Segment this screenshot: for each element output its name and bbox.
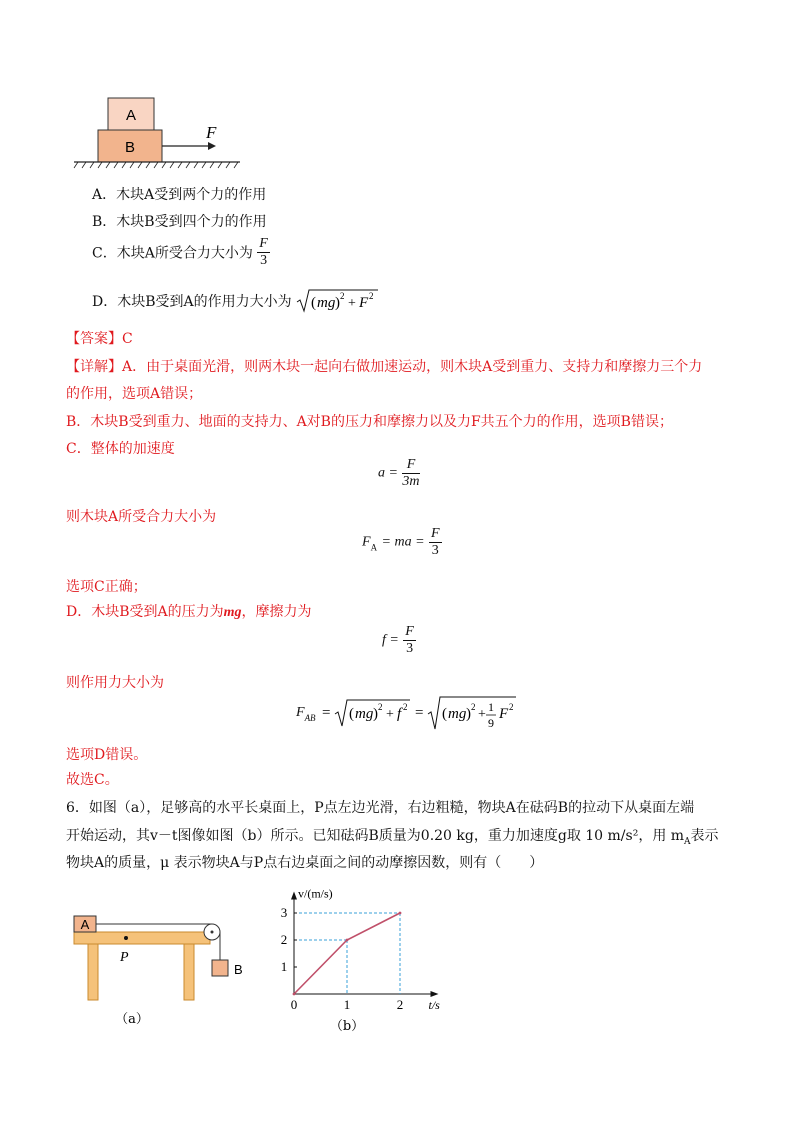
- pulley-center: [211, 931, 214, 934]
- answer-value: C: [122, 331, 133, 347]
- explanation-line-9: 选项D错误。: [66, 747, 148, 763]
- explanation-line-10: 故选C。: [66, 772, 119, 788]
- eq1-lhs: a =: [378, 465, 398, 481]
- q6-line2-text: 开始运动，其v－t图像如图（b）所示。已知砝码B质量为0.20 kg，重力加速度g取 10 m/s²，用 m: [66, 828, 685, 844]
- question6-line-2: [66, 825, 719, 847]
- weight-b: [212, 960, 228, 976]
- eq2-den: 3: [431, 543, 439, 558]
- table-top: [74, 932, 210, 944]
- explanation-line-6: 选项C正确；: [66, 579, 147, 595]
- point-p-marker: [124, 936, 128, 940]
- eq2-lhs: F: [362, 534, 371, 550]
- y-tick-label: 2: [280, 932, 288, 947]
- eq1-den: 3m: [402, 474, 420, 489]
- x-tick-label: 1: [343, 997, 351, 1012]
- svg-text:+: +: [386, 707, 394, 722]
- point-p-label: P: [120, 950, 129, 965]
- q6-line2-end: 表示: [690, 828, 719, 844]
- y-axis-label: v/(m/s): [298, 886, 333, 901]
- svg-text:2: 2: [403, 702, 408, 712]
- answer-bracket: 【答案】: [66, 331, 122, 347]
- explanation-line-4: C．整体的加速度: [66, 441, 175, 457]
- svg-text:F: F: [359, 295, 369, 311]
- eq3-num: F: [405, 624, 414, 639]
- equation-2: [362, 526, 442, 559]
- svg-text:2: 2: [340, 291, 345, 301]
- line7-suffix: ，摩擦力为: [241, 604, 312, 620]
- eq1-num: F: [402, 457, 419, 474]
- svg-text:+: +: [478, 707, 486, 722]
- svg-text:F: F: [499, 706, 509, 722]
- svg-text:(: (: [442, 706, 448, 722]
- y-tick-label: 1: [280, 959, 288, 974]
- svg-text:): ): [335, 295, 341, 311]
- x-axis-arrow: [431, 991, 439, 997]
- svg-text:mg: mg: [317, 295, 336, 311]
- svg-text:(: (: [349, 706, 355, 722]
- option-c-text: C．木块A所受合力大小为: [92, 245, 253, 262]
- force-arrowhead: [208, 142, 216, 150]
- figure-b-caption: （b）: [329, 1019, 365, 1032]
- eq1-fraction: [402, 457, 419, 490]
- option-b: B．木块B受到四个力的作用: [92, 214, 267, 230]
- explanation-label: 【详解】: [66, 359, 122, 375]
- eq4-frac-num: 1: [488, 700, 495, 714]
- option-c-den: 3: [260, 253, 268, 268]
- svg-text:): ): [466, 706, 472, 722]
- svg-text:(: (: [311, 295, 317, 311]
- equation-3: [382, 624, 416, 657]
- table-leg-right: [184, 944, 194, 1000]
- eq3-lhs: f =: [382, 632, 399, 648]
- y-axis-arrow: [291, 892, 297, 900]
- svg-text:2: 2: [509, 702, 514, 712]
- block-a-label: A: [125, 107, 137, 124]
- eq3-den: 3: [406, 641, 414, 656]
- question6-line-3: 物块A的质量，μ 表示物块A与P点右边桌面之间的动摩擦因数，则有（ ）: [66, 855, 544, 871]
- x-tick-label: 2: [396, 997, 404, 1012]
- equation-4: [296, 694, 516, 732]
- series-point: [399, 912, 402, 915]
- svg-text:mg: mg: [355, 706, 374, 722]
- table-leg-left: [88, 944, 98, 1000]
- q6-line2-sub: A: [684, 836, 691, 847]
- explanation-text-1: A．由于桌面光滑，则两木块一起向右做加速运动，则木块A受到重力、支持力和摩擦力三个力: [122, 359, 703, 375]
- option-a: A．木块A受到两个力的作用: [92, 187, 267, 203]
- svg-text:2: 2: [378, 702, 383, 712]
- explanation-line-8: 则作用力大小为: [66, 675, 164, 691]
- svg-text:f: f: [397, 706, 402, 722]
- line7-mg: mg: [223, 605, 242, 620]
- chart-vt: [270, 872, 440, 1032]
- block-a-fig6-label: A: [80, 917, 90, 932]
- series-point: [293, 993, 296, 996]
- figure-a-caption: （a）: [115, 1012, 149, 1027]
- option-c: [92, 236, 270, 269]
- option-c-num: F: [259, 236, 268, 251]
- answer: [66, 328, 133, 348]
- option-d-formula: [296, 288, 378, 314]
- eq2-sub: A: [370, 542, 378, 553]
- explanation-line-5: 则木块A所受合力大小为: [66, 509, 217, 525]
- svg-text:): ): [373, 706, 379, 722]
- explanation-line-2: 的作用，选项A错误；: [66, 386, 203, 402]
- ground-hatch: [74, 162, 238, 168]
- eq2-num: F: [430, 526, 440, 541]
- svg-text:=: =: [415, 705, 424, 721]
- eq4-frac-den: 9: [488, 716, 495, 730]
- explanation-line-7: [66, 601, 312, 621]
- eq4-formula: [320, 694, 516, 732]
- option-d-text: D．木块B受到A的作用力大小为: [92, 294, 292, 310]
- option-c-fraction: [257, 236, 270, 269]
- eq2-fraction: [429, 526, 442, 559]
- option-d: [92, 288, 378, 314]
- explanation-line-3: B．木块B受到重力、地面的支持力、A对B的压力和摩擦力以及力F共五个力的作用，选项B错误；: [66, 414, 673, 430]
- y-tick-label: 3: [280, 905, 288, 920]
- x-axis-label: t/s: [428, 998, 440, 1012]
- svg-text:+: +: [348, 296, 356, 311]
- svg-text:=: =: [322, 705, 331, 721]
- figure-blocks: [70, 90, 250, 170]
- x-tick-label: 0: [290, 997, 298, 1012]
- svg-text:2: 2: [369, 291, 374, 301]
- figure-a: [70, 900, 270, 1030]
- svg-text:mg: mg: [448, 706, 467, 722]
- block-b-label: B: [124, 139, 136, 156]
- svg-text:2: 2: [471, 702, 476, 712]
- eq2-mid: = ma =: [381, 534, 425, 550]
- force-label: F: [206, 123, 217, 142]
- explanation-line-1: [66, 356, 702, 376]
- equation-1: [378, 457, 420, 490]
- question6-line-1: 6．如图（a），足够高的水平长桌面上，P点左边光滑，右边粗糙，物块A在砝码B的拉动下从桌面左端: [66, 800, 695, 816]
- eq4-lhs: F: [296, 705, 305, 720]
- line7-prefix: D．木块B受到A的压力为: [66, 604, 224, 620]
- eq3-fraction: [403, 624, 416, 657]
- series-point: [346, 939, 349, 942]
- weight-b-label: B: [234, 962, 243, 977]
- eq4-sub: AB: [304, 712, 316, 723]
